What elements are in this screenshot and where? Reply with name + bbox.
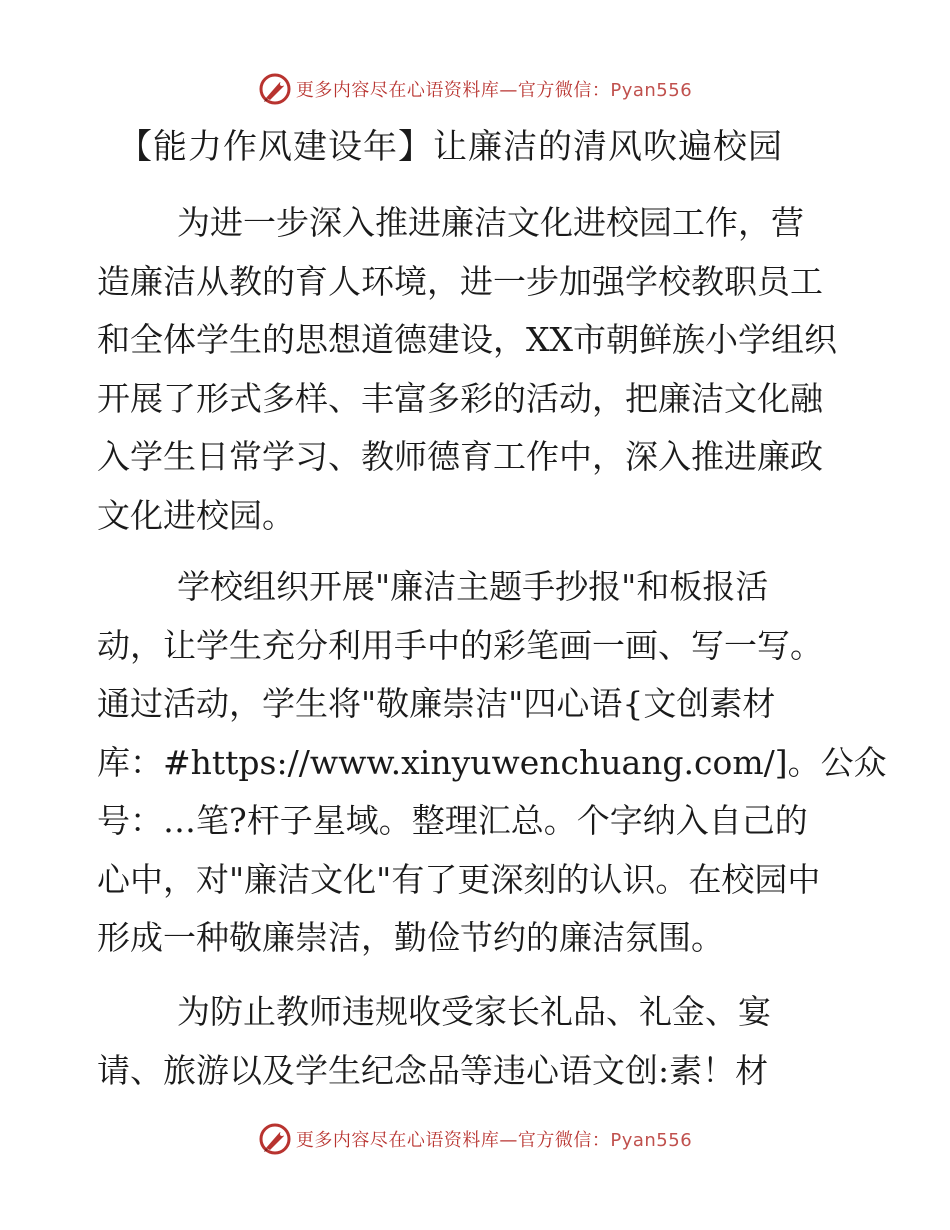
text-line: 为防止教师违规收受家长礼品、礼金、宴 [177,992,771,1031]
paragraph-2 [97,558,887,968]
text-line: 通过活动，学生将"敬廉崇洁"四心语{文创素材 [97,684,776,723]
text-line: 造廉洁从教的育人环境，进一步加强学校教职员工 [97,261,823,301]
pen-nib-logo-icon [258,1122,292,1156]
text-line: 学校组织开展"廉洁主题手抄报"和板报活 [177,567,769,606]
footer-banner [0,1119,950,1159]
text-line: 心中，对"廉洁文化"有了更深刻的认识。在校园中 [97,859,821,899]
paragraph-1 [97,194,857,545]
pen-nib-logo-icon [258,72,292,106]
header-banner [0,69,950,109]
text-line: 入学生日常学习、教师德育工作中，深入推进廉政 [97,437,823,476]
banner-text: 更多内容尽在心语资料库—官方微信：Pyan556 [295,80,693,101]
text-line: 文化进校园。 [97,495,295,535]
text-line: 开展了形式多样、丰富多彩的活动，把廉洁文化融 [97,378,823,418]
text-line: 动，让学生充分利用手中的彩笔画一画、写一写。 [97,625,823,665]
text-line: 和全体学生的思想道德建设，XX市朝鲜族小学组织 [97,320,837,359]
text-line: 请、旅游以及学生纪念品等违心语文创:素！材 [97,1050,769,1090]
paragraph-3 [97,983,857,1100]
document-title: 【能力作风建设年】让廉洁的清风吹遍校园 [118,127,783,167]
text-line: 号：…笔?杆子星域。整理汇总。个字纳入自己的 [97,801,808,840]
text-line: 形成一种敬廉崇洁，勤俭节约的廉洁氛围。 [97,918,724,957]
text-line: 为进一步深入推进廉洁文化进校园工作，营 [177,203,804,242]
text-line: 库：#https://www.xinyuwenchuang.com/]。公众 [97,742,887,782]
banner-text: 更多内容尽在心语资料库—官方微信：Pyan556 [295,1130,693,1151]
